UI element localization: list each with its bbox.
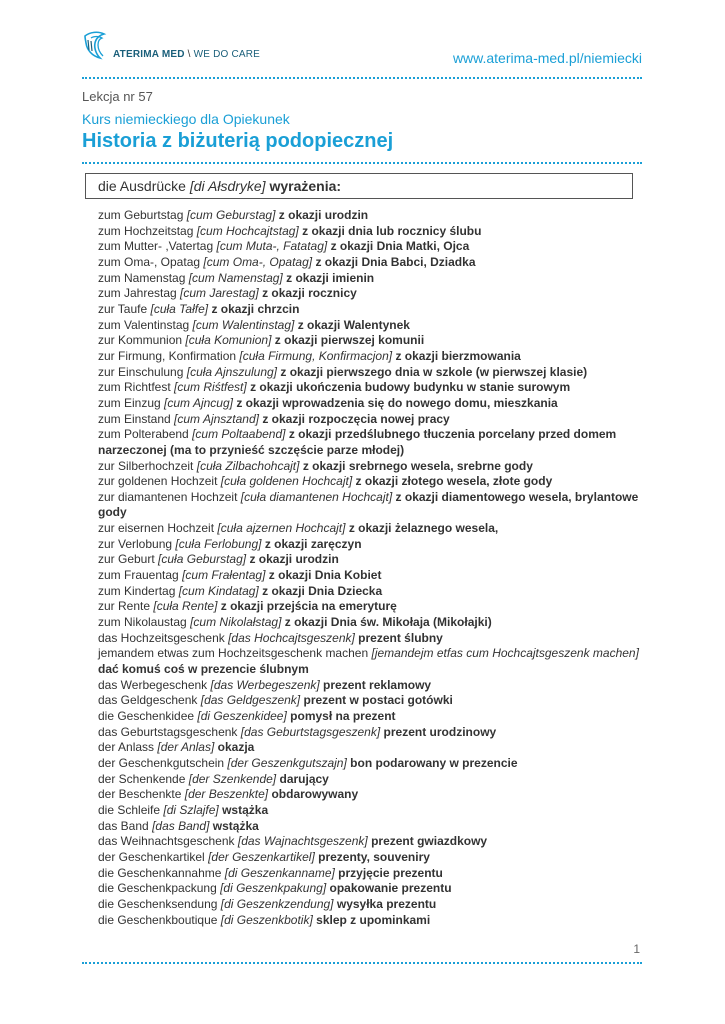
logo-emblem-icon: [82, 30, 110, 60]
polish-translation: z okazji Dnia św. Mikołaja (Mikołajki): [284, 615, 492, 630]
vocab-entry: [98, 224, 643, 240]
pronunciation: [das Band]: [152, 818, 210, 833]
german-term: zum Jahrestag: [98, 286, 177, 301]
pronunciation: [das Geldgeszenk]: [200, 693, 301, 708]
german-term: zum Einstand: [98, 411, 171, 426]
german-term: zur Verlobung: [98, 536, 173, 551]
pronunciation: [das Werbegeszenk]: [210, 677, 320, 692]
german-term: zum Hochzeitstag: [98, 223, 194, 238]
polish-translation: z okazji urodzin: [278, 208, 369, 222]
pronunciation: [cuła Rente]: [153, 599, 218, 614]
vocab-entry: [98, 365, 643, 381]
german-term: der Anlass: [98, 740, 155, 755]
german-term: die Geschenkidee: [98, 709, 195, 723]
vocab-entry: [98, 427, 643, 458]
polish-translation: obdarowywany: [271, 787, 359, 802]
german-term: der Geschenkartikel: [98, 849, 205, 864]
pronunciation: [cum Poltaabend]: [192, 427, 286, 442]
pronunciation: [cuła Ajnszulung]: [186, 364, 278, 379]
page-header: [82, 30, 642, 70]
pronunciation: [di Geszenkbotik]: [220, 912, 313, 927]
title-divider: [82, 162, 642, 164]
polish-translation: z okazji pierwszego dnia w szkole (w pierwszej klasie): [280, 364, 588, 379]
vocab-entry: [98, 302, 643, 318]
section-heading-box: [85, 173, 633, 199]
pronunciation: [di Geszenkidee]: [197, 709, 287, 723]
heading-pronunciation: [di Ałsdryke]: [189, 178, 266, 194]
polish-translation: z okazji chrzcin: [211, 301, 300, 316]
german-term: zur Silberhochzeit: [98, 458, 194, 473]
polish-translation: wstążka: [222, 802, 269, 817]
logo-tagline: WE DO CARE: [193, 48, 261, 60]
german-term: zum Richtfest: [98, 380, 171, 395]
logo-name: ATERIMA MED: [113, 48, 185, 60]
lesson-number: Lekcja nr 57: [82, 89, 153, 104]
vocab-entry: [98, 834, 643, 850]
pronunciation: [der Geszenkartikel]: [208, 849, 315, 864]
polish-translation: z okazji Walentynek: [297, 317, 410, 332]
german-term: zum Oma-, Opatag: [98, 254, 201, 269]
vocab-entry: [98, 725, 643, 741]
pronunciation: [cuła diamantenen Hochcajt]: [240, 489, 393, 504]
vocab-entry: [98, 631, 643, 647]
heading-polish: wyrażenia:: [269, 178, 342, 194]
polish-translation: okazja: [217, 740, 255, 755]
vocab-entry: [98, 380, 643, 396]
polish-translation: z okazji imienin: [286, 270, 375, 285]
german-term: zum Namenstag: [98, 270, 186, 285]
pronunciation: [cuła Firmung, Konfirmacjon]: [239, 348, 393, 363]
polish-translation: z okazji Dnia Babci, Dziadka: [315, 254, 476, 269]
german-term: zum Einzug: [98, 395, 161, 410]
vocab-entry: [98, 474, 643, 490]
pronunciation: [cum Muta-, Fatatag]: [216, 239, 328, 254]
vocab-entry: [98, 787, 643, 803]
pronunciation: [das Geburtstagsgeszenk]: [240, 724, 381, 739]
aterima-logo[interactable]: [82, 30, 260, 60]
german-term: zur Firmung, Konfirmation: [98, 348, 237, 363]
pronunciation: [cum Jarestag]: [180, 286, 259, 301]
vocab-entry: [98, 396, 643, 412]
polish-translation: z okazji Dnia Matki, Ojca: [330, 239, 470, 254]
polish-translation: z okazji srebrnego wesela, srebrne gody: [302, 458, 533, 473]
pronunciation: [das Wajnachtsgeszenk]: [237, 834, 368, 849]
vocab-entry: [98, 615, 643, 631]
german-term: jemandem etwas zum Hochzeitsgeschenk machen: [98, 646, 369, 661]
vocab-entry: [98, 537, 643, 553]
vocab-entry: [98, 349, 643, 365]
vocab-entry: [98, 599, 643, 615]
polish-translation: z okazji bierzmowania: [395, 348, 521, 363]
vocab-entry: [98, 208, 643, 224]
pronunciation: [der Geszenkgutszajn]: [227, 755, 347, 770]
pronunciation: [cuła Geburstag]: [158, 552, 247, 567]
polish-translation: z okazji Dnia Kobiet: [268, 568, 382, 583]
german-term: die Geschenkpackung: [98, 881, 217, 896]
website-link[interactable]: www.aterima-med.pl/niemiecki: [452, 50, 642, 66]
polish-translation: bon podarowany w prezencie: [350, 755, 518, 770]
pronunciation: [cum Nikolałstag]: [190, 615, 282, 630]
logo-separator: \: [187, 48, 191, 60]
pronunciation: [cum Ajnsztand]: [174, 411, 259, 426]
german-term: zur Taufe: [98, 301, 148, 316]
vocab-entry: [98, 271, 643, 287]
pronunciation: [di Geszenkpakung]: [220, 881, 327, 896]
polish-translation: przyjęcie prezentu: [338, 865, 443, 880]
german-term: das Geldgeschenk: [98, 693, 198, 708]
pronunciation: [cum Frałentag]: [182, 568, 266, 583]
german-term: das Werbegeschenk: [98, 677, 208, 692]
polish-translation: prezent ślubny: [358, 630, 443, 645]
vocab-entry: [98, 646, 643, 677]
pronunciation: [di Szlajfe]: [163, 802, 219, 817]
german-term: zum Kindertag: [98, 583, 176, 598]
pronunciation: [cuła Komunion]: [185, 333, 272, 348]
german-term: zum Valentinstag: [98, 317, 190, 332]
polish-translation: z okazji rocznicy: [262, 286, 357, 301]
pronunciation: [der Anlas]: [157, 740, 215, 755]
vocab-entry: [98, 678, 643, 694]
german-term: die Schleife: [98, 802, 161, 817]
german-term: das Geburtstagsgeschenk: [98, 724, 238, 739]
polish-translation: z okazji wprowadzenia się do nowego domu, mieszkania: [236, 395, 558, 410]
polish-translation: prezent w postaci gotówki: [303, 693, 453, 708]
vocab-entry: [98, 584, 643, 600]
pronunciation: [der Szenkende]: [188, 771, 277, 786]
pronunciation: [cum Walentinstag]: [192, 317, 295, 332]
pronunciation: [cuła Ferlobung]: [175, 536, 262, 551]
pronunciation: [cuła ajzernen Hochcajt]: [217, 521, 346, 536]
course-name: Kurs niemieckiego dla Opiekunek: [82, 111, 290, 127]
german-term: zur goldenen Hochzeit: [98, 474, 218, 489]
german-term: zum Nikolaustag: [98, 615, 187, 630]
page-title: Historia z biżuterią podopiecznej: [82, 130, 394, 152]
polish-translation: z okazji przejścia na emeryturę: [220, 599, 397, 614]
footer-divider: [82, 962, 642, 964]
polish-translation: wysyłka prezentu: [336, 896, 437, 911]
pronunciation: [cum Kindatag]: [178, 583, 259, 598]
polish-translation: z okazji ukończenia budowy budynku w stanie surowym: [250, 380, 571, 395]
vocab-entry: [98, 693, 643, 709]
polish-translation: z okazji urodzin: [249, 552, 339, 567]
german-term: zur eisernen Hochzeit: [98, 521, 215, 536]
pronunciation: [cuła goldenen Hochcajt]: [220, 474, 353, 489]
vocab-entry: [98, 490, 643, 521]
vocab-entry: [98, 803, 643, 819]
polish-translation: z okazji rozpoczęcia nowej pracy: [262, 411, 450, 426]
polish-translation: wstążka: [212, 818, 259, 833]
polish-translation: pomysł na prezent: [290, 709, 396, 723]
german-term: zum Mutter- ,Vatertag: [98, 239, 214, 254]
german-term: zum Geburtstag: [98, 208, 184, 222]
header-divider: [82, 77, 642, 79]
pronunciation: [cuła Zilbachohcajt]: [196, 458, 300, 473]
polish-translation: z okazji pierwszej komunii: [274, 333, 425, 348]
vocab-entry: [98, 459, 643, 475]
polish-translation: prezenty, souveniry: [318, 849, 430, 864]
german-term: die Geschenksendung: [98, 896, 218, 911]
vocab-entry: [98, 552, 643, 568]
pronunciation: [der Beszenkte]: [184, 787, 269, 802]
german-term: das Hochzeitsgeschenk: [98, 630, 225, 645]
polish-translation: z okazji złotego wesela, złote gody: [355, 474, 553, 489]
vocab-entry: [98, 709, 643, 725]
pronunciation: [di Geszenkanname]: [224, 865, 335, 880]
polish-translation: z okazji dnia lub rocznicy ślubu: [302, 223, 482, 238]
german-term: die Geschenkboutique: [98, 912, 218, 927]
pronunciation: [cum Riśtfest]: [174, 380, 247, 395]
german-term: der Geschenkgutschein: [98, 755, 225, 770]
vocab-entry: [98, 740, 643, 756]
german-term: zum Frauentag: [98, 568, 179, 583]
german-term: zur Kommunion: [98, 333, 183, 348]
german-term: zur Einschulung: [98, 364, 184, 379]
polish-translation: sklep z upominkami: [316, 912, 431, 927]
german-term: das Band: [98, 818, 149, 833]
vocab-entry: [98, 897, 643, 913]
vocab-entry: [98, 881, 643, 897]
polish-translation: z okazji zaręczyn: [264, 536, 362, 551]
polish-translation: opakowanie prezentu: [329, 881, 452, 896]
pronunciation: [di Geszenkzendung]: [220, 896, 334, 911]
polish-translation: prezent gwiazdkowy: [371, 834, 488, 849]
german-term: der Beschenkte: [98, 787, 182, 802]
polish-translation: dać komuś coś w prezencie ślubnym: [98, 662, 309, 677]
pronunciation: [cum Hochcajtstag]: [196, 223, 299, 238]
pronunciation: [cum Namenstag]: [188, 270, 283, 285]
german-term: zur Rente: [98, 599, 151, 614]
vocab-entry: [98, 255, 643, 271]
vocab-entry: [98, 913, 643, 929]
vocab-entry: [98, 756, 643, 772]
german-term: zur Geburt: [98, 552, 155, 567]
german-term: der Schenkende: [98, 771, 186, 786]
german-term: zur diamantenen Hochzeit: [98, 489, 238, 504]
vocab-entry: [98, 568, 643, 584]
vocab-entry: [98, 521, 643, 537]
page-number: 1: [633, 942, 640, 956]
vocab-entry: [98, 866, 643, 882]
polish-translation: z okazji żelaznego wesela,: [348, 521, 499, 536]
polish-translation: prezent reklamowy: [323, 677, 432, 692]
heading-german: die Ausdrücke: [98, 178, 186, 194]
vocab-entry: [98, 333, 643, 349]
vocab-entry: [98, 850, 643, 866]
polish-translation: z okazji przedślubnego tłuczenia porcelany przed domem narzeczonej (ma to przynieść szczęście parze młodej): [98, 427, 617, 457]
vocab-entry: [98, 239, 643, 255]
vocab-entry: [98, 318, 643, 334]
polish-translation: z okazji Dnia Dziecka: [262, 583, 383, 598]
german-term: die Geschenkannahme: [98, 865, 222, 880]
german-term: das Weihnachtsgeschenk: [98, 834, 235, 849]
pronunciation: [cuła Tałfe]: [150, 301, 209, 316]
polish-translation: prezent urodzinowy: [383, 724, 497, 739]
vocab-entry: [98, 286, 643, 302]
vocab-entry: [98, 819, 643, 835]
polish-translation: darujący: [279, 771, 329, 786]
pronunciation: [cum Ajncug]: [164, 395, 233, 410]
pronunciation: [das Hochcajtsgeszenk]: [228, 630, 355, 645]
vocab-entry: [98, 412, 643, 428]
vocabulary-list: [98, 208, 643, 928]
pronunciation: [jemandejm etfas cum Hochcajtsgeszenk machen]: [371, 646, 639, 661]
polish-translation: z okazji diamentowego wesela, brylantowe gody: [98, 489, 639, 520]
german-term: zum Polterabend: [98, 427, 189, 442]
vocab-entry: [98, 772, 643, 788]
pronunciation: [cum Geburstag]: [186, 208, 276, 222]
pronunciation: [cum Oma-, Opatag]: [203, 254, 313, 269]
